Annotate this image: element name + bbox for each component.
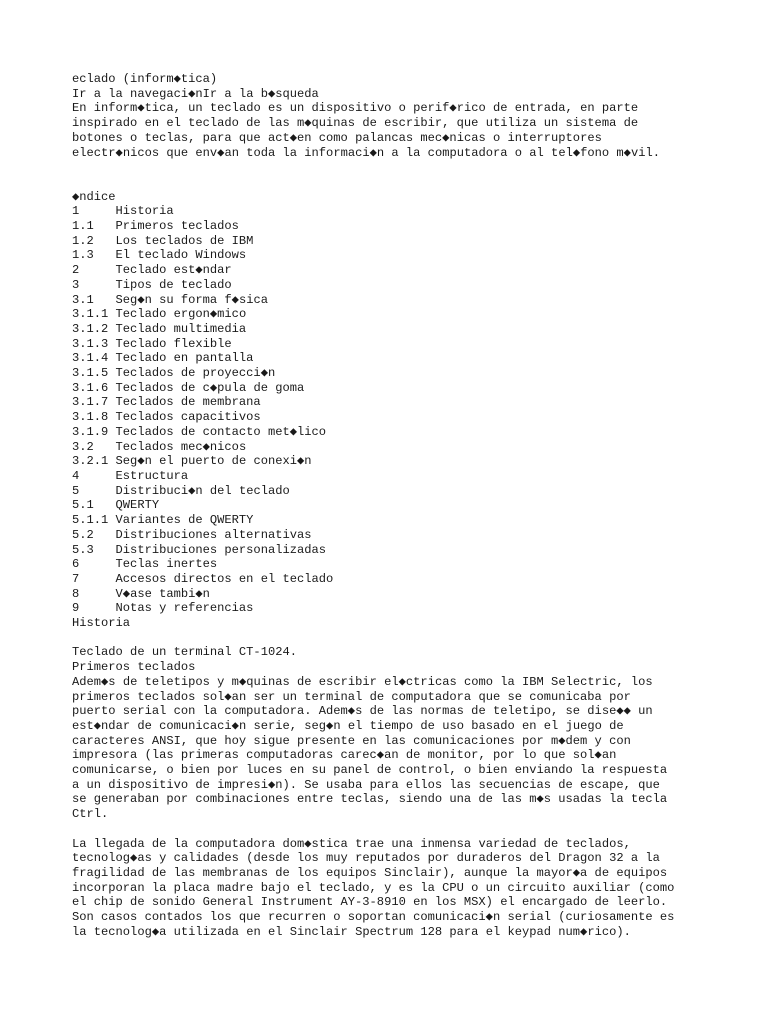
document-page xyxy=(72,72,752,939)
document-text: eclado (inform◆tica) Ir a la navegaci◆nIr a la b◆squeda En inform◆tica, un teclado es un dispositivo o perif◆rico de entrada, en parte inspirado en el teclado de las m◆quinas de escribir, que utiliza un sistema de botones o teclas, para que act◆en como palancas mec◆nicas o interruptores electr◆nicos que env◆an toda la informaci◆n a la computadora o al tel◆fono m◆vil. ◆ndice 1 Historia 1.1 Primeros teclados 1.2 Los teclados de IBM 1.3 El teclado Windows 2 Teclado est◆ndar 3 Tipos de teclado 3.1 Seg◆n su forma f◆sica 3.1.1 Teclado ergon◆mico 3.1.2 Teclado multimedia 3.1.3 Teclado flexible 3.1.4 Teclado en pantalla 3.1.5 Teclados de proyecci◆n 3.1.6 Teclados de c◆pula de goma 3.1.7 Teclados de membrana 3.1.8 Teclados capacitivos 3.1.9 Teclados de contacto met◆lico 3.2 Teclados mec◆nicos 3.2.1 Seg◆n el puerto de conexi◆n 4 Estructura 5 Distribuci◆n del teclado 5.1 QWERTY 5.1.1 Variantes de QWERTY 5.2 Distribuciones alternativas 5.3 Distribuciones personalizadas 6 Teclas inertes 7 Accesos directos en el teclado 8 V◆ase tambi◆n 9 Notas y referencias Historia Teclado de un terminal CT-1024. Primeros teclados Adem◆s de teletipos y m◆quinas de escribir el◆ctricas como la IBM Selectric, los primeros teclados sol◆an ser un terminal de computadora que se comunicaba por puerto serial con la computadora. Adem◆s de las normas de teletipo, se dise◆◆ un est◆ndar de comunicaci◆n serie, seg◆n el tiempo de uso basado en el juego de caracteres ANSI, que hoy sigue presente en las comunicaciones por m◆dem y con impresora (las primeras computadoras carec◆an de monitor, por lo que sol◆an comunicarse, o bien por luces en su panel de control, o bien enviando la respuesta a un dispositivo de impresi◆n). Se usaba para ellos las secuencias de escape, que se generaban por combinaciones entre teclas, siendo una de las m◆s usadas la tecla Ctrl. La llegada de la computadora dom◆stica trae una inmensa variedad de teclados, tecnolog◆as y calidades (desde los muy reputados por duraderos del Dragon 32 a la fragilidad de las membranas de los equipos Sinclair), aunque la mayor◆a de equipos incorporan la placa madre bajo el teclado, y es la CPU o un circuito auxiliar (como el chip de sonido General Instrument AY-3-8910 en los MSX) el encargado de leerlo. Son casos contados los que recurren o soportan comunicaci◆n serial (curiosamente es la tecnolog◆a utilizada en el Sinclair Spectrum 128 para el keypad num◆rico). xyxy=(72,72,675,939)
